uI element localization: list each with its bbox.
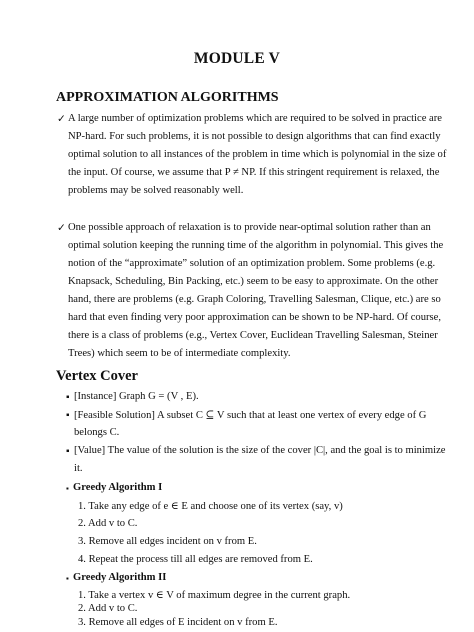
vc-feasible-line2: belongs C. [74, 427, 120, 438]
bullet-icon: ▪ [66, 410, 70, 421]
paragraph2-line: Trees) which seem to be of intermediate complexity. [68, 348, 291, 359]
greedy1-step: 2. Add v to C. [78, 518, 138, 529]
bullet-icon: ▪ [66, 392, 70, 403]
vc-feasible-line1: [Feasible Solution] A subset C ⊆ V such that at least one vertex of every edge of G [74, 410, 427, 421]
paragraph2-line: hard that even finding very poor approximation can be shown to be NP-hard. Of course, [68, 312, 442, 323]
paragraph2-line: there is a class of problems (e.g., Vertex Cover, Euclidean Travelling Salesman, Steiner [68, 330, 438, 341]
vc-instance: [Instance] Graph G = (V , E). [74, 391, 199, 402]
paragraph1-line: A large number of optimization problems which are required to be solved in practice are [68, 113, 442, 124]
greedy2-step: 3. Remove all edges of E incident on v from E. [78, 617, 278, 628]
module-title: MODULE V [193, 50, 281, 67]
vertex-cover-heading: Vertex Cover [56, 368, 138, 384]
paragraph2-line: notion of the “approximate” solution of an optimization problem. Some problems (e.g. [68, 258, 436, 269]
paragraph2-line: One possible approach of relaxation is to provide near-optimal solution rather than an [68, 222, 431, 233]
greedy2-step: 2. Add v to C. [78, 603, 138, 614]
paragraph2-line: hand, there are problems (e.g. Graph Coloring, Travelling Salesman, Clique, etc.) are so [68, 294, 441, 305]
greedy2-title: Greedy Algorithm II [73, 572, 167, 583]
checkmark-icon: ✓ [57, 223, 66, 234]
greedy1-step: 3. Remove all edges incident on v from E. [78, 536, 257, 547]
greedy1-step: 1. Take any edge of e ∈ E and choose one of its vertex (say, v) [78, 501, 343, 512]
greedy1-step: 4. Repeat the process till all edges are removed from E. [78, 554, 313, 565]
greedy2-step: 1. Take a vertex v ∈ V of maximum degree in the current graph. [78, 590, 351, 601]
section-heading-approximation: APPROXIMATION ALGORITHMS [56, 90, 279, 105]
paragraph1-line: the input. Of course, we assume that P ≠ NP. If this stringent requirement is relaxed, the [68, 167, 440, 178]
checkmark-icon: ✓ [57, 114, 66, 125]
paragraph1-line: NP-hard. For such problems, it is not possible to design algorithms that can find exactly [68, 131, 441, 142]
paragraph2-line: optimal solution keeping the running time of the algorithm in polynomial. This gives the [68, 240, 444, 251]
paragraph1-line: optimal solution to all instances of the problem in time which is polynomial in the size of [68, 149, 447, 160]
square-bullet-icon: ▪ [66, 574, 69, 583]
paragraph2-line: Knapsack, Scheduling, Bin Packing, etc.) seem to be easy to approximate. On the other [68, 276, 439, 287]
vc-value-line1: [Value] The value of the solution is the size of the cover |C|, and the goal is to minimize [74, 445, 446, 456]
bullet-icon: ▪ [66, 446, 70, 457]
greedy1-title: Greedy Algorithm I [73, 482, 163, 493]
paragraph1-line: problems may be solved reasonably well. [68, 185, 244, 196]
square-bullet-icon: ▪ [66, 484, 69, 493]
vc-value-line2: it. [74, 463, 83, 474]
